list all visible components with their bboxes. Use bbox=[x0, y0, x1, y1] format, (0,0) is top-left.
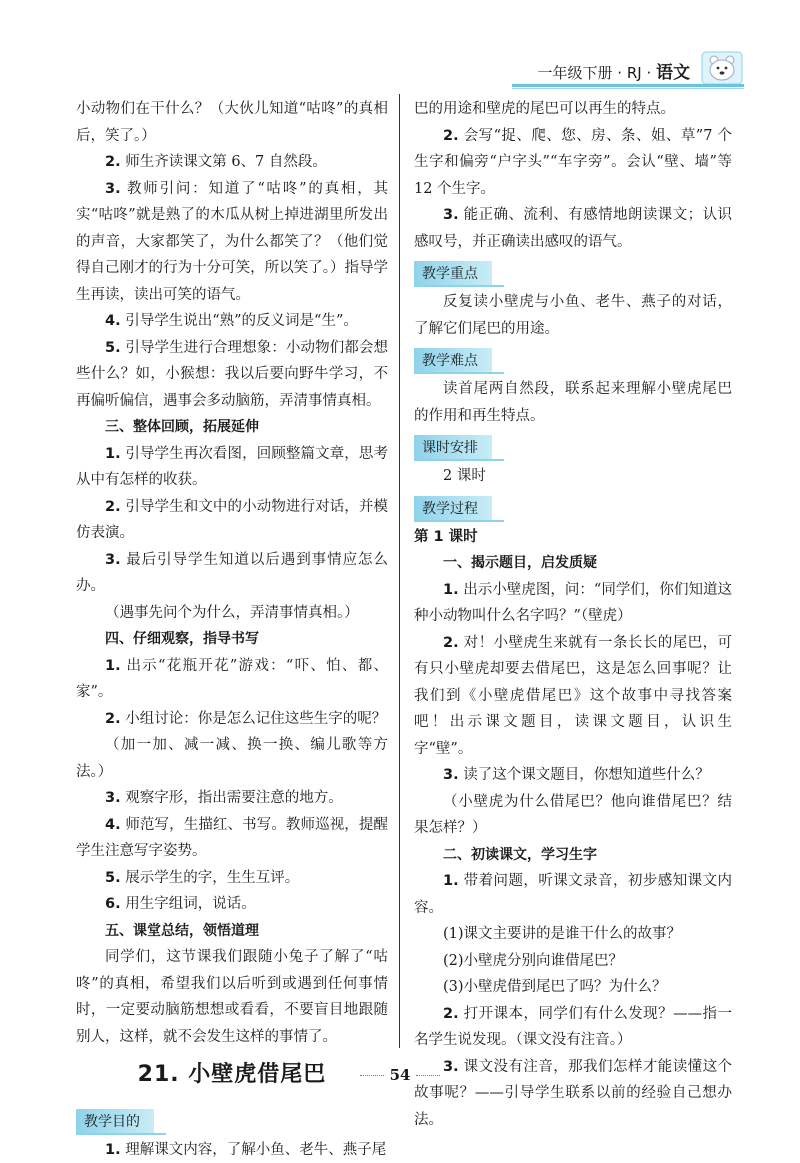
period-heading: 第 1 课时 bbox=[414, 524, 732, 551]
paragraph: (2)小壁虎分别向谁借尾巴？ bbox=[414, 948, 732, 975]
page-number bbox=[0, 1066, 800, 1084]
item-number: 3. bbox=[443, 767, 459, 783]
item-text: 引导学生说出“熟”的反义词是“生”。 bbox=[125, 313, 358, 329]
numbered-paragraph bbox=[76, 149, 388, 176]
numbered-paragraph bbox=[414, 762, 732, 789]
item-text: 带着问题，听课文录音，初步感知课文内容。 bbox=[414, 873, 732, 916]
paragraph: (1)课文主要讲的是谁干什么的故事？ bbox=[414, 921, 732, 948]
item-number: 3. bbox=[105, 181, 121, 197]
item-text: 最后引导学生知道以后遇到事情应怎么办。 bbox=[76, 552, 388, 595]
item-text: 会写“捉、爬、您、房、条、姐、草”7 个生字和偏旁“户字头”“车字旁”。会认“壁、墙”等 12 个生字。 bbox=[414, 128, 732, 197]
item-text: 用生字组词，说话。 bbox=[125, 896, 256, 912]
numbered-paragraph bbox=[76, 547, 388, 600]
paragraph: 反复读小壁虎与小鱼、老牛、燕子的对话，了解它们尾巴的用途。 bbox=[414, 289, 732, 342]
numbered-paragraph bbox=[76, 706, 388, 733]
item-text: 读了这个课文题目，你想知道些什么？ bbox=[463, 767, 710, 783]
left-column bbox=[76, 96, 388, 1163]
section-tag-label: 教学难点 bbox=[414, 348, 492, 374]
paragraph: 2 课时 bbox=[414, 463, 732, 490]
item-number: 1. bbox=[443, 873, 459, 889]
numbered-paragraph bbox=[414, 123, 732, 203]
item-text: 小组讨论：你是怎么记住这些生字的呢？ bbox=[125, 711, 386, 727]
item-text: 对！小壁虎生来就有一条长长的尾巴，可有只小壁虎却要去借尾巴，这是怎么回事呢？让我们到《小壁虎借尾巴》这个故事中寻找答案吧！出示课文题目，读课文题目，认识生字“壁”。 bbox=[414, 635, 732, 757]
header-grade: 一年级下册 · RJ · bbox=[538, 64, 656, 82]
item-number: 1. bbox=[443, 582, 459, 598]
numbered-paragraph bbox=[76, 785, 388, 812]
item-text: 引导学生和文中的小动物进行对话，并模仿表演。 bbox=[76, 499, 388, 542]
item-number: 2. bbox=[105, 154, 121, 170]
item-number: 6. bbox=[105, 896, 121, 912]
section-tag bbox=[76, 1103, 388, 1137]
section-heading: 一、揭示题目，启发质疑 bbox=[414, 550, 732, 577]
numbered-paragraph bbox=[76, 176, 388, 309]
item-number: 3. bbox=[105, 790, 121, 806]
paragraph: (3)小壁虎借到尾巴了吗？为什么？ bbox=[414, 974, 732, 1001]
item-number: 3. bbox=[443, 207, 459, 223]
item-number: 2. bbox=[443, 1006, 459, 1022]
section-heading: 五、课堂总结，领悟道理 bbox=[76, 918, 388, 945]
paragraph: 小动物们在干什么？（大伙儿知道“咕咚”的真相后，笑了。） bbox=[76, 96, 388, 149]
numbered-paragraph bbox=[76, 494, 388, 547]
paragraph: （遇事先问个为什么，弄清事情真相。） bbox=[76, 600, 388, 627]
numbered-paragraph bbox=[414, 630, 732, 763]
numbered-paragraph bbox=[76, 441, 388, 494]
section-heading: 三、整体回顾，拓展延伸 bbox=[76, 414, 388, 441]
item-text: 能正确、流利、有感情地朗读课文；认识感叹号，并正确读出感叹的语气。 bbox=[414, 207, 732, 250]
item-number: 2. bbox=[105, 711, 121, 727]
item-number: 4. bbox=[105, 313, 121, 329]
item-text: 引导学生再次看图，回顾整篇文章，思考从中有怎样的收获。 bbox=[76, 446, 388, 489]
section-tag-label: 教学重点 bbox=[414, 261, 492, 287]
section-tag bbox=[414, 342, 732, 376]
section-tag-label: 教学过程 bbox=[414, 496, 492, 522]
paragraph: （加一加、减一减、换一换、编儿歌等方法。） bbox=[76, 732, 388, 785]
item-text: 打开课本，同学们有什么发现？——指一名学生说发现。（课文没有注音。） bbox=[414, 1006, 732, 1049]
lesson-title: 21. 小壁虎借尾巴 bbox=[76, 1062, 388, 1089]
header-rule-thin bbox=[512, 88, 744, 89]
numbered-paragraph bbox=[414, 1001, 732, 1054]
numbered-paragraph bbox=[414, 202, 732, 255]
item-number: 5. bbox=[105, 870, 121, 886]
numbered-paragraph bbox=[76, 653, 388, 706]
column-divider bbox=[399, 94, 400, 1048]
numbered-paragraph bbox=[76, 891, 388, 918]
item-text: 引导学生进行合理想象：小动物们都会想些什么？如，小猴想：我以后要向野牛学习，不再偏听偏信，遇事会多动脑筋，弄清事情真相。 bbox=[76, 340, 388, 409]
section-tag bbox=[414, 490, 732, 524]
item-text: 观察字形，指出需要注意的地方。 bbox=[125, 790, 343, 806]
item-number: 4. bbox=[105, 817, 121, 833]
item-number: 1. bbox=[105, 446, 121, 462]
item-text: 师范写，生描红、书写。教师巡视，提醒学生注意写字姿势。 bbox=[76, 817, 388, 860]
section-tag bbox=[414, 429, 732, 463]
item-text: 出示小壁虎图，问：“同学们，你们知道这种小动物叫什么名字吗？”（壁虎） bbox=[414, 582, 732, 625]
item-number: 2. bbox=[443, 635, 459, 651]
numbered-paragraph bbox=[76, 335, 388, 415]
item-number: 3. bbox=[105, 552, 121, 568]
section-heading: 四、仔细观察，指导书写 bbox=[76, 626, 388, 653]
section-heading: 二、初读课文，学习生字 bbox=[414, 842, 732, 869]
bear-mascot-icon bbox=[700, 50, 744, 86]
header-rule bbox=[512, 84, 744, 87]
item-text: 课文没有注音，那我们怎样才能读懂这个故事呢？——引导学生联系以前的经验自己想办法。 bbox=[414, 1059, 732, 1128]
paragraph: 巴的用途和壁虎的尾巴可以再生的特点。 bbox=[414, 96, 732, 123]
paragraph: 读首尾两自然段，联系起来理解小壁虎尾巴的作用和再生特点。 bbox=[414, 376, 732, 429]
item-number: 2. bbox=[443, 128, 459, 144]
section-tag-label: 教学目的 bbox=[76, 1109, 154, 1135]
numbered-paragraph bbox=[76, 308, 388, 335]
item-number: 2. bbox=[105, 499, 121, 515]
item-number: 3. bbox=[443, 1059, 459, 1075]
paragraph: （小壁虎为什么借尾巴？他向谁借尾巴？结果怎样？） bbox=[414, 789, 732, 842]
item-text: 理解课文内容，了解小鱼、老牛、燕子尾 bbox=[125, 1142, 386, 1158]
numbered-paragraph bbox=[414, 868, 732, 921]
running-header bbox=[512, 50, 744, 90]
item-text: 教师引问：知道了“咕咚”的真相，其实“咕咚”就是熟了的木瓜从树上掉进湖里所发出的声音，大家都笑了，为什么都笑了？（他们觉得自己刚才的行为十分可笑，所以笑了。）指导学生再读，读出可笑的语气。 bbox=[76, 181, 388, 303]
item-number: 1. bbox=[105, 1142, 121, 1158]
numbered-paragraph bbox=[76, 865, 388, 892]
numbered-paragraph bbox=[414, 577, 732, 630]
numbered-paragraph bbox=[76, 1137, 388, 1163]
item-text: 出示“花瓶开花”游戏：“吓、怕、都、家”。 bbox=[76, 658, 388, 701]
section-tag bbox=[414, 255, 732, 289]
paragraph: 同学们，这节课我们跟随小兔子了解了“咕咚”的真相，希望我们以后听到或遇到任何事情时，一定要动脑筋想想或看看，不要盲目地跟随别人，这样，就不会发生这样的事情了。 bbox=[76, 944, 388, 1050]
header-title bbox=[538, 58, 690, 83]
page-number-text: 54 bbox=[390, 1066, 411, 1084]
item-text: 师生齐读课文第 6、7 自然段。 bbox=[125, 154, 327, 170]
item-number: 5. bbox=[105, 340, 121, 356]
section-tag-label: 课时安排 bbox=[414, 435, 492, 461]
header-subject: 语文 bbox=[656, 63, 690, 83]
item-number: 1. bbox=[105, 658, 121, 674]
right-column bbox=[414, 96, 732, 1133]
item-text: 展示学生的字，生生互评。 bbox=[125, 870, 299, 886]
numbered-paragraph bbox=[76, 812, 388, 865]
